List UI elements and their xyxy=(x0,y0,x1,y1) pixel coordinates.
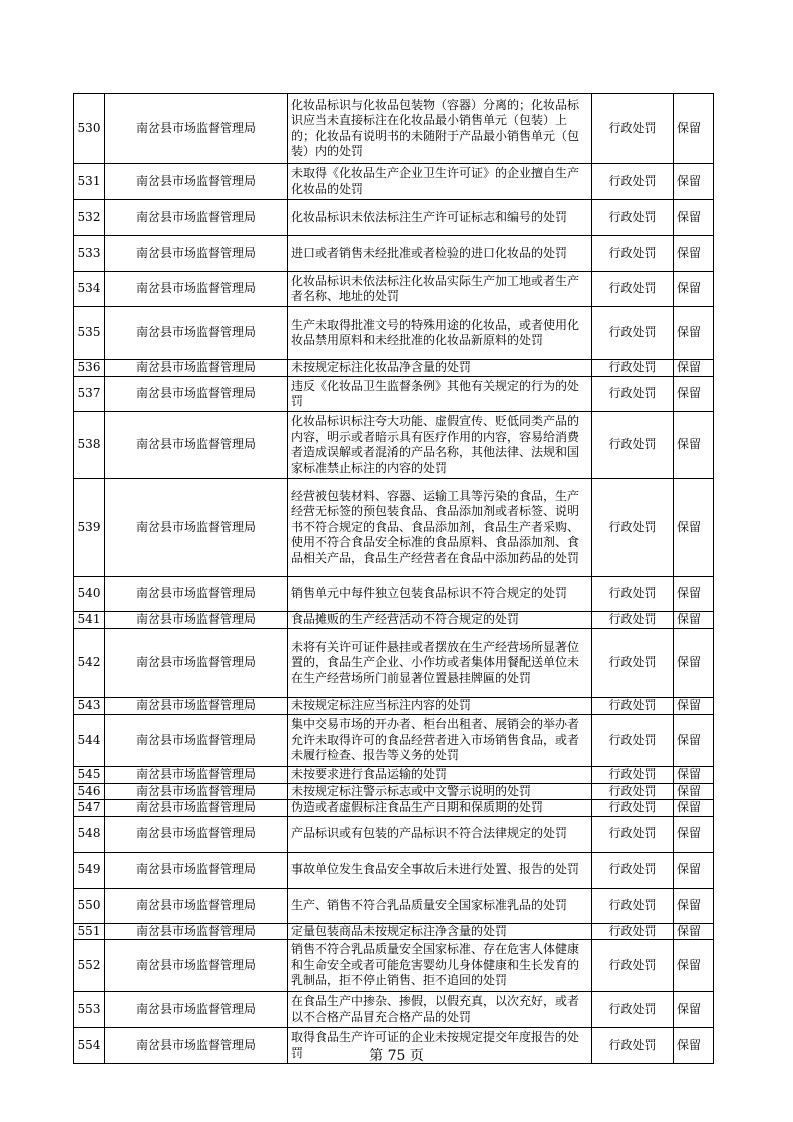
status-cell: 保留 xyxy=(674,307,714,360)
item-name-cell: 销售不符合乳品质量安全国家标准、存在危害人体健康和生命安全或者可能危害婴幼儿身体健康和生长发育的乳制品，拒不停止销售、拒不追回的处罚 xyxy=(288,940,592,992)
item-name-cell: 未取得《化妆品生产企业卫生许可证》的企业擅自生产化妆品的处罚 xyxy=(288,164,592,200)
table-row xyxy=(74,940,714,992)
item-name-cell: 未按规定标注化妆品净含量的处罚 xyxy=(288,360,592,377)
table-row xyxy=(74,307,714,360)
table-row xyxy=(74,992,714,1028)
department-cell: 南岔县市场监督管理局 xyxy=(105,377,288,412)
table-body xyxy=(74,94,714,1064)
category-cell: 行政处罚 xyxy=(592,767,674,784)
department-cell: 南岔县市场监督管理局 xyxy=(105,360,288,377)
row-number: 552 xyxy=(74,940,105,992)
item-name-cell: 在食品生产中掺杂、掺假，以假充真，以次充好，或者以不合格产品冒充合格产品的处罚 xyxy=(288,992,592,1028)
category-cell: 行政处罚 xyxy=(592,800,674,817)
item-name-cell: 未按规定标注应当标注内容的处罚 xyxy=(288,698,592,715)
row-number: 539 xyxy=(74,479,105,577)
department-cell: 南岔县市场监督管理局 xyxy=(105,923,288,940)
category-cell: 行政处罚 xyxy=(592,612,674,629)
department-cell: 南岔县市场监督管理局 xyxy=(105,940,288,992)
department-cell: 南岔县市场监督管理局 xyxy=(105,816,288,852)
table-row xyxy=(74,272,714,307)
department-cell: 南岔县市场监督管理局 xyxy=(105,783,288,800)
status-cell: 保留 xyxy=(674,800,714,817)
row-number: 537 xyxy=(74,377,105,412)
department-cell: 南岔县市场监督管理局 xyxy=(105,800,288,817)
item-name-cell: 化妆品标识与化妆品包装物（容器）分离的；化妆品标识应当未直接标注在化妆品最小销售单元（包装）上的；化妆品有说明书的未随附于产品最小销售单元（包装）内的处罚 xyxy=(288,94,592,164)
row-number: 544 xyxy=(74,715,105,767)
item-name-cell: 化妆品标识未依法标注生产许可证标志和编号的处罚 xyxy=(288,200,592,236)
item-name-cell: 集中交易市场的开办者、柜台出租者、展销会的举办者允许未取得许可的食品经营者进入市场销售食品，或者未履行检查、报告等义务的处罚 xyxy=(288,715,592,767)
status-cell: 保留 xyxy=(674,923,714,940)
table-row xyxy=(74,888,714,923)
status-cell: 保留 xyxy=(674,767,714,784)
item-name-cell: 取得食品生产许可证的企业未按规定提交年度报告的处罚 xyxy=(288,1028,592,1064)
status-cell: 保留 xyxy=(674,412,714,479)
table-row xyxy=(74,612,714,629)
item-name-cell: 事故单位发生食品安全事故后未进行处置、报告的处罚 xyxy=(288,852,592,888)
row-number: 541 xyxy=(74,612,105,629)
department-cell: 南岔县市场监督管理局 xyxy=(105,698,288,715)
category-cell: 行政处罚 xyxy=(592,698,674,715)
department-cell: 南岔县市场监督管理局 xyxy=(105,236,288,272)
row-number: 530 xyxy=(74,94,105,164)
item-name-cell: 定量包装商品未按规定标注净含量的处罚 xyxy=(288,923,592,940)
status-cell: 保留 xyxy=(674,629,714,698)
table-row xyxy=(74,783,714,800)
item-name-cell: 食品摊贩的生产经营活动不符合规定的处罚 xyxy=(288,612,592,629)
status-cell: 保留 xyxy=(674,577,714,612)
penalty-items-table xyxy=(73,93,714,1064)
item-name-cell: 化妆品标识未依法标注化妆品实际生产加工地或者生产者名称、地址的处罚 xyxy=(288,272,592,307)
category-cell: 行政处罚 xyxy=(592,715,674,767)
department-cell: 南岔县市场监督管理局 xyxy=(105,272,288,307)
category-cell: 行政处罚 xyxy=(592,412,674,479)
status-cell: 保留 xyxy=(674,888,714,923)
table-row xyxy=(74,360,714,377)
category-cell: 行政处罚 xyxy=(592,852,674,888)
row-number: 545 xyxy=(74,767,105,784)
category-cell: 行政处罚 xyxy=(592,888,674,923)
item-name-cell: 经营被包装材料、容器、运输工具等污染的食品，生产经营无标签的预包装食品、食品添加剂或者标签、说明书不符合规定的食品、食品添加剂，食品生产者采购、使用不符合食品安全标准的食品原料、食品添加剂、食品相关产品，食品生产经营者在食品中添加药品的处罚 xyxy=(288,479,592,577)
department-cell: 南岔县市场监督管理局 xyxy=(105,479,288,577)
table-row xyxy=(74,236,714,272)
department-cell: 南岔县市场监督管理局 xyxy=(105,94,288,164)
row-number: 535 xyxy=(74,307,105,360)
department-cell: 南岔县市场监督管理局 xyxy=(105,715,288,767)
item-name-cell: 销售单元中每件独立包装食品标识不符合规定的处罚 xyxy=(288,577,592,612)
table-row xyxy=(74,923,714,940)
row-number: 534 xyxy=(74,272,105,307)
category-cell: 行政处罚 xyxy=(592,816,674,852)
category-cell: 行政处罚 xyxy=(592,783,674,800)
status-cell: 保留 xyxy=(674,272,714,307)
row-number: 536 xyxy=(74,360,105,377)
status-cell: 保留 xyxy=(674,200,714,236)
row-number: 542 xyxy=(74,629,105,698)
row-number: 551 xyxy=(74,923,105,940)
category-cell: 行政处罚 xyxy=(592,94,674,164)
status-cell: 保留 xyxy=(674,1028,714,1064)
status-cell: 保留 xyxy=(674,816,714,852)
department-cell: 南岔县市场监督管理局 xyxy=(105,852,288,888)
status-cell: 保留 xyxy=(674,377,714,412)
category-cell: 行政处罚 xyxy=(592,923,674,940)
item-name-cell: 违反《化妆品卫生监督条例》其他有关规定的行为的处罚 xyxy=(288,377,592,412)
table-row xyxy=(74,767,714,784)
status-cell: 保留 xyxy=(674,236,714,272)
status-cell: 保留 xyxy=(674,715,714,767)
table-row xyxy=(74,200,714,236)
department-cell: 南岔县市场监督管理局 xyxy=(105,577,288,612)
status-cell: 保留 xyxy=(674,164,714,200)
category-cell: 行政处罚 xyxy=(592,629,674,698)
category-cell: 行政处罚 xyxy=(592,200,674,236)
row-number: 553 xyxy=(74,992,105,1028)
department-cell: 南岔县市场监督管理局 xyxy=(105,200,288,236)
department-cell: 南岔县市场监督管理局 xyxy=(105,767,288,784)
category-cell: 行政处罚 xyxy=(592,577,674,612)
page-number: 第 75 页 xyxy=(369,1048,424,1064)
category-cell: 行政处罚 xyxy=(592,940,674,992)
status-cell: 保留 xyxy=(674,479,714,577)
table-row xyxy=(74,377,714,412)
item-name-cell: 生产、销售不符合乳品质量安全国家标准乳品的处罚 xyxy=(288,888,592,923)
table-row xyxy=(74,629,714,698)
table-row xyxy=(74,577,714,612)
department-cell: 南岔县市场监督管理局 xyxy=(105,612,288,629)
category-cell: 行政处罚 xyxy=(592,164,674,200)
item-name-cell: 生产未取得批准文号的特殊用途的化妆品，或者使用化妆品禁用原料和未经批准的化妆品新原料的处罚 xyxy=(288,307,592,360)
status-cell: 保留 xyxy=(674,992,714,1028)
table-row xyxy=(74,816,714,852)
row-number: 531 xyxy=(74,164,105,200)
table-row xyxy=(74,715,714,767)
row-number: 538 xyxy=(74,412,105,479)
table-row xyxy=(74,94,714,164)
status-cell: 保留 xyxy=(674,360,714,377)
department-cell: 南岔县市场监督管理局 xyxy=(105,164,288,200)
item-name-cell: 伪造或者虚假标注食品生产日期和保质期的处罚 xyxy=(288,800,592,817)
department-cell: 南岔县市场监督管理局 xyxy=(105,992,288,1028)
department-cell: 南岔县市场监督管理局 xyxy=(105,888,288,923)
row-number: 547 xyxy=(74,800,105,817)
category-cell: 行政处罚 xyxy=(592,377,674,412)
row-number: 550 xyxy=(74,888,105,923)
item-name-cell: 进口或者销售未经批准或者检验的进口化妆品的处罚 xyxy=(288,236,592,272)
item-name-cell: 未将有关许可证件悬挂或者摆放在生产经营场所显著位置的，食品生产企业、小作坊或者集体用餐配送单位未在生产经营场所门前显著位置悬挂牌匾的处罚 xyxy=(288,629,592,698)
row-number: 548 xyxy=(74,816,105,852)
department-cell: 南岔县市场监督管理局 xyxy=(105,307,288,360)
category-cell: 行政处罚 xyxy=(592,360,674,377)
table-row xyxy=(74,479,714,577)
category-cell: 行政处罚 xyxy=(592,479,674,577)
status-cell: 保留 xyxy=(674,852,714,888)
row-number: 546 xyxy=(74,783,105,800)
category-cell: 行政处罚 xyxy=(592,272,674,307)
category-cell: 行政处罚 xyxy=(592,1028,674,1064)
status-cell: 保留 xyxy=(674,698,714,715)
department-cell: 南岔县市场监督管理局 xyxy=(105,412,288,479)
department-cell: 南岔县市场监督管理局 xyxy=(105,1028,288,1064)
row-number: 540 xyxy=(74,577,105,612)
department-cell: 南岔县市场监督管理局 xyxy=(105,629,288,698)
table-row xyxy=(74,852,714,888)
category-cell: 行政处罚 xyxy=(592,992,674,1028)
status-cell: 保留 xyxy=(674,940,714,992)
item-name-cell: 未按规定标注警示标志或中文警示说明的处罚 xyxy=(288,783,592,800)
status-cell: 保留 xyxy=(674,612,714,629)
table-row xyxy=(74,698,714,715)
status-cell: 保留 xyxy=(674,94,714,164)
item-name-cell: 化妆品标识标注夸大功能、虚假宣传、贬低同类产品的内容，明示或者暗示具有医疗作用的内容，容易给消费者造成误解或者混淆的产品名称，其他法律、法规和国家标准禁止标注的内容的处罚 xyxy=(288,412,592,479)
table-row xyxy=(74,412,714,479)
item-name-cell: 未按要求进行食品运输的处罚 xyxy=(288,767,592,784)
table-row xyxy=(74,800,714,817)
row-number: 554 xyxy=(74,1028,105,1064)
category-cell: 行政处罚 xyxy=(592,236,674,272)
row-number: 533 xyxy=(74,236,105,272)
item-name-cell: 产品标识或有包装的产品标识不符合法律规定的处罚 xyxy=(288,816,592,852)
row-number: 532 xyxy=(74,200,105,236)
category-cell: 行政处罚 xyxy=(592,307,674,360)
row-number: 549 xyxy=(74,852,105,888)
table-row xyxy=(74,164,714,200)
row-number: 543 xyxy=(74,698,105,715)
status-cell: 保留 xyxy=(674,783,714,800)
